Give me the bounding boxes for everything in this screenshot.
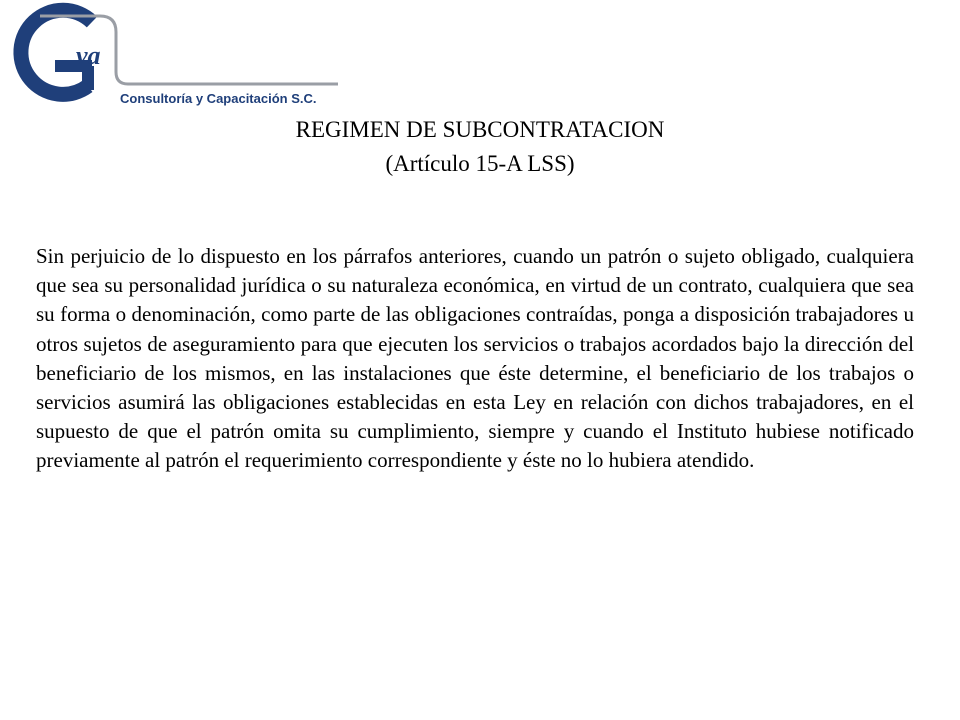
document-heading (180, 114, 780, 180)
gva-logo-graphic (0, 0, 360, 112)
logo-va-letters: va (76, 41, 101, 70)
article-paragraph: Sin perjuicio de lo dispuesto en los párrafos anteriores, cuando un patrón o sujeto obligado, cualquiera que sea su personalidad jurídica o su naturaleza económica, en virtud de un contrato, cualquiera que sea su forma o denominación, como parte de las obligaciones contraídas, ponga a disposición trabajadores u otros sujetos de aseguramiento para que ejecuten los servicios o trabajos acordados bajo la dirección del beneficiario de los mismos, en las instalaciones que éste determine, el beneficiario de los trabajos o servicios asumirá las obligaciones establecidas en esta Ley en relación con dichos trabajadores, en el supuesto de que el patrón omita su cumplimiento, siempre y cuando el Instituto hubiese notificado previamente al patrón el requerimiento correspondiente y éste no lo hubiera atendido. (36, 244, 914, 473)
logo-company-name: Consultoría y Capacitación S.C. (120, 91, 317, 106)
page-subtitle: (Artículo 15-A LSS) (385, 151, 575, 176)
page-title: REGIMEN DE SUBCONTRATACION (295, 117, 665, 142)
company-logo (0, 0, 360, 112)
